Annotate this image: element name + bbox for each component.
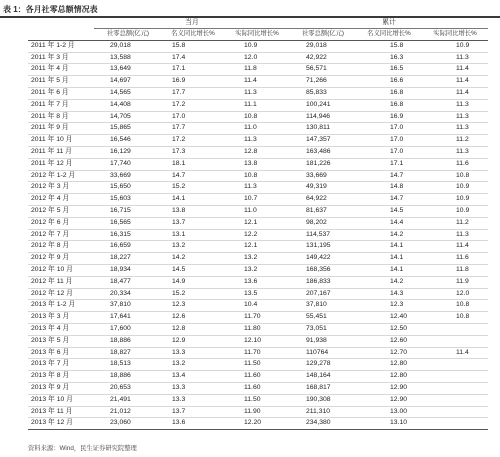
column-header-real: 实际同比增长%: [224, 29, 290, 41]
row-nominal-cell: 13.3: [172, 348, 186, 356]
row-real-cumulative-cell: [422, 359, 488, 371]
row-total-cumulative-cell: 131,195: [306, 242, 331, 250]
row-date-cell: 2011 年 9 月: [31, 124, 69, 132]
group-header-cumulative: 累计: [290, 18, 488, 29]
row-real-cell: 13.5: [244, 289, 258, 297]
table-title: 表 1：各月社零总额情况表: [3, 5, 98, 14]
row-real-cumulative-cell: [422, 406, 488, 418]
row-nominal-cell: 13.6: [172, 419, 186, 427]
row-real-cell: 12.2: [244, 230, 258, 238]
row-total-cumulative-cell: 85,833: [306, 88, 327, 96]
row-nominal-cumulative-cell: 12.90: [390, 383, 408, 391]
row-real-cell: 11.4: [244, 77, 257, 85]
table-row: [28, 123, 488, 135]
table-row: [28, 312, 488, 324]
row-total-cumulative-cell: 100,241: [306, 100, 331, 108]
row-real-cumulative-cell: 11.3: [456, 100, 469, 108]
row-real-cumulative-cell: 11.4: [456, 88, 469, 96]
table-row: [28, 323, 488, 335]
row-total-cell: 13,649: [110, 65, 131, 73]
row-total-cell: 15,865: [110, 124, 131, 132]
row-nominal-cell: 13.8: [172, 206, 186, 214]
table-row: [28, 300, 488, 312]
row-total-cell: 18,934: [110, 265, 131, 273]
row-total-cell: 17,641: [110, 313, 131, 321]
row-total-cell: 18,886: [110, 336, 131, 344]
row-nominal-cell: 17.0: [172, 112, 186, 120]
row-nominal-cumulative-cell: 17.0: [390, 136, 404, 144]
row-nominal-cell: 15.2: [172, 289, 186, 297]
row-nominal-cell: 13.3: [172, 395, 186, 403]
table-row: [28, 135, 488, 147]
row-nominal-cell: 17.4: [172, 53, 186, 61]
row-nominal-cumulative-cell: 17.0: [390, 147, 404, 155]
row-total-cumulative-cell: 129,278: [306, 360, 331, 368]
row-date-cell: 2011 年 12 月: [31, 159, 73, 167]
row-real-cell: 11.8: [244, 65, 257, 73]
row-nominal-cumulative-cell: 17.0: [390, 124, 404, 132]
row-nominal-cumulative-cell: 12.70: [390, 348, 408, 356]
table-row: [28, 253, 488, 265]
row-total-cumulative-cell: 91,938: [306, 336, 327, 344]
row-nominal-cell: 16.9: [172, 77, 186, 85]
table-row: [28, 276, 488, 288]
row-nominal-cell: 13.3: [172, 383, 186, 391]
row-date-cell: 2012 年 5 月: [31, 206, 70, 214]
row-nominal-cumulative-cell: 14.1: [390, 242, 404, 250]
row-total-cumulative-cell: 190,308: [306, 395, 331, 403]
row-real-cumulative-cell: [422, 382, 488, 394]
row-nominal-cell: 14.9: [172, 277, 186, 285]
row-total-cumulative-cell: 149,422: [306, 254, 331, 262]
row-total-cumulative-cell: 181,226: [306, 159, 331, 167]
row-nominal-cell: 15.2: [172, 183, 186, 191]
row-total-cumulative-cell: 168,356: [306, 265, 331, 273]
row-total-cell: 18,227: [110, 254, 131, 262]
row-real-cumulative-cell: 11.3: [456, 230, 469, 238]
row-nominal-cell: 13.4: [172, 372, 186, 380]
row-date-cell: 2012 年 1-2 月: [31, 171, 76, 179]
column-header-nominal: 名义同比增长%: [162, 29, 224, 41]
row-real-cumulative-cell: 10.8: [456, 301, 470, 309]
row-nominal-cell: 18.1: [172, 159, 186, 167]
row-date-cell: 2012 年 4 月: [31, 195, 70, 203]
row-total-cell: 17,600: [110, 324, 131, 332]
table-row: [28, 241, 488, 253]
row-real-cell: 11.50: [244, 360, 261, 368]
row-total-cumulative-cell: 98,202: [306, 218, 327, 226]
row-total-cumulative-cell: 49,319: [306, 183, 327, 191]
row-date-cell: 2013 年 10 月: [31, 395, 73, 403]
row-total-cumulative-cell: 211,310: [306, 407, 331, 415]
row-real-cumulative-cell: 11.3: [456, 147, 469, 155]
row-nominal-cumulative-cell: 16.8: [390, 88, 404, 96]
row-nominal-cumulative-cell: 14.4: [390, 218, 404, 226]
row-nominal-cell: 17.2: [172, 100, 186, 108]
table-row: [28, 40, 488, 52]
row-date-cell: 2013 年 7 月: [31, 360, 70, 368]
row-real-cell: 11.70: [244, 313, 261, 321]
row-real-cell: 10.8: [244, 112, 258, 120]
table-row: [28, 359, 488, 371]
row-real-cell: 13.2: [244, 254, 258, 262]
row-total-cumulative-cell: 147,357: [306, 136, 331, 144]
row-date-cell: 2013 年 8 月: [31, 372, 70, 380]
table-row: [28, 146, 488, 158]
row-real-cumulative-cell: [422, 418, 488, 430]
row-total-cumulative-cell: 130,811: [306, 124, 331, 132]
row-real-cumulative-cell: 10.9: [456, 206, 470, 214]
row-nominal-cumulative-cell: 16.8: [390, 100, 404, 108]
table-row: [28, 194, 488, 206]
row-nominal-cell: 15.8: [172, 41, 186, 49]
row-nominal-cumulative-cell: 16.9: [390, 112, 404, 120]
row-nominal-cumulative-cell: 14.1: [390, 265, 404, 273]
row-real-cell: 12.1: [244, 242, 258, 250]
column-header-date: [28, 29, 94, 41]
row-real-cell: 12.8: [244, 147, 258, 155]
row-real-cumulative-cell: 10.9: [456, 183, 470, 191]
row-total-cumulative-cell: 114,946: [306, 112, 331, 120]
row-nominal-cell: 17.7: [172, 88, 186, 96]
table-row: [28, 335, 488, 347]
row-real-cell: 10.7: [244, 195, 258, 203]
row-total-cell: 16,659: [110, 242, 131, 250]
row-real-cell: 12.20: [244, 419, 262, 427]
table-row: [28, 111, 488, 123]
table-row: [28, 288, 488, 300]
row-total-cell: 16,315: [110, 230, 131, 238]
column-header-real-cumulative: 实际同比增长%: [422, 29, 488, 41]
row-real-cumulative-cell: 11.3: [456, 112, 469, 120]
row-date-cell: 2011 年 4 月: [31, 65, 69, 73]
row-nominal-cell: 17.2: [172, 136, 186, 144]
row-real-cumulative-cell: 10.8: [456, 171, 470, 179]
row-nominal-cumulative-cell: 14.7: [390, 195, 404, 203]
row-total-cell: 18,886: [110, 372, 131, 380]
row-date-cell: 2011 年 8 月: [31, 112, 69, 120]
column-header-row: [28, 29, 488, 41]
row-real-cell: 11.3: [244, 136, 257, 144]
row-real-cumulative-cell: 10.9: [456, 195, 470, 203]
row-date-cell: 2013 年 3 月: [31, 313, 70, 321]
row-nominal-cumulative-cell: 14.7: [390, 171, 404, 179]
row-nominal-cell: 14.7: [172, 171, 186, 179]
row-date-cell: 2011 年 10 月: [31, 136, 73, 144]
row-total-cell: 33,669: [110, 171, 131, 179]
row-real-cell: 10.8: [244, 171, 258, 179]
row-date-cell: 2012 年 3 月: [31, 183, 70, 191]
row-nominal-cumulative-cell: 17.1: [390, 159, 404, 167]
row-nominal-cell: 13.2: [172, 360, 186, 368]
row-total-cell: 14,705: [110, 112, 131, 120]
column-header-nominal-cumulative: 名义同比增长%: [356, 29, 422, 41]
row-nominal-cumulative-cell: 13.10: [390, 419, 408, 427]
row-real-cumulative-cell: [422, 394, 488, 406]
row-total-cumulative-cell: 42,922: [306, 53, 327, 61]
row-real-cell: 12.0: [244, 53, 258, 61]
row-real-cell: 11.90: [244, 407, 261, 415]
row-total-cell: 21,491: [110, 395, 131, 403]
table-row: [28, 347, 488, 359]
row-real-cumulative-cell: 10.8: [456, 313, 470, 321]
row-total-cell: 23,060: [110, 419, 131, 427]
row-total-cell: 15,650: [110, 183, 131, 191]
row-total-cell: 18,477: [110, 277, 131, 285]
row-nominal-cell: 12.6: [172, 313, 186, 321]
row-total-cell: 14,697: [110, 77, 131, 85]
row-real-cumulative-cell: [422, 335, 488, 347]
row-real-cell: 11.0: [244, 206, 257, 214]
row-real-cell: 11.60: [244, 372, 261, 380]
table-row: [28, 406, 488, 418]
row-nominal-cumulative-cell: 12.40: [390, 313, 408, 321]
row-real-cumulative-cell: 11.3: [456, 53, 469, 61]
row-date-cell: 2011 年 5 月: [31, 77, 69, 85]
row-total-cumulative-cell: 234,380: [306, 419, 331, 427]
row-total-cumulative-cell: 114,537: [306, 230, 331, 238]
row-date-cell: 2013 年 9 月: [31, 383, 70, 391]
table-row: [28, 87, 488, 99]
row-nominal-cell: 13.7: [172, 218, 186, 226]
row-nominal-cell: 12.9: [172, 336, 186, 344]
row-date-cell: 2011 年 11 月: [31, 147, 72, 155]
row-total-cumulative-cell: 186,833: [306, 277, 331, 285]
row-total-cell: 21,012: [110, 407, 131, 415]
table-body: [28, 40, 488, 429]
row-date-cell: 2013 年 1-2 月: [31, 301, 76, 309]
row-date-cell: 2012 年 9 月: [31, 254, 70, 262]
row-total-cumulative-cell: 55,451: [306, 313, 327, 321]
row-real-cell: 13.2: [244, 265, 258, 273]
row-nominal-cumulative-cell: 16.5: [390, 65, 404, 73]
row-nominal-cumulative-cell: 14.2: [390, 230, 404, 238]
table-row: [28, 52, 488, 64]
row-total-cell: 16,565: [110, 218, 131, 226]
row-nominal-cell: 17.7: [172, 124, 186, 132]
row-nominal-cumulative-cell: 14.2: [390, 277, 404, 285]
row-total-cell: 20,334: [110, 289, 131, 297]
row-total-cumulative-cell: 56,571: [306, 65, 327, 73]
row-nominal-cumulative-cell: 12.3: [390, 301, 404, 309]
table-row: [28, 229, 488, 241]
table-row: [28, 394, 488, 406]
row-real-cell: 11.1: [244, 100, 257, 108]
row-real-cell: 13.8: [244, 159, 258, 167]
row-real-cumulative-cell: 11.3: [456, 124, 469, 132]
row-nominal-cell: 17.1: [172, 65, 186, 73]
row-total-cumulative-cell: 33,669: [306, 171, 327, 179]
row-nominal-cumulative-cell: 16.6: [390, 77, 404, 85]
row-real-cell: 11.3: [244, 88, 257, 96]
row-nominal-cumulative-cell: 12.90: [390, 395, 408, 403]
row-real-cell: 10.4: [244, 301, 258, 309]
row-total-cell: 16,715: [110, 206, 131, 214]
row-nominal-cumulative-cell: 13.00: [390, 407, 408, 415]
row-nominal-cell: 13.1: [172, 230, 186, 238]
row-total-cell: 37,810: [110, 301, 131, 309]
row-total-cell: 18,513: [110, 360, 131, 368]
row-nominal-cell: 14.2: [172, 254, 186, 262]
row-total-cumulative-cell: 81,637: [306, 206, 327, 214]
row-date-cell: 2013 年 6 月: [31, 348, 70, 356]
row-total-cumulative-cell: 168,817: [306, 383, 331, 391]
row-nominal-cell: 14.5: [172, 265, 186, 273]
row-total-cell: 15,603: [110, 195, 131, 203]
column-header-total: 社零总额(亿元): [94, 29, 162, 41]
table-row: [28, 158, 488, 170]
row-nominal-cumulative-cell: 16.3: [390, 53, 404, 61]
row-nominal-cumulative-cell: 12.80: [390, 372, 408, 380]
row-date-cell: 2013 年 4 月: [31, 324, 70, 332]
table-row: [28, 76, 488, 88]
row-real-cumulative-cell: 11.4: [456, 348, 469, 356]
row-date-cell: 2011 年 7 月: [31, 100, 69, 108]
table-row: [28, 418, 488, 430]
table-row: [28, 170, 488, 182]
row-total-cell: 18,827: [110, 348, 131, 356]
row-nominal-cumulative-cell: 12.80: [390, 360, 408, 368]
table-row: [28, 64, 488, 76]
row-nominal-cumulative-cell: 14.5: [390, 206, 404, 214]
row-nominal-cumulative-cell: 14.8: [390, 183, 404, 191]
row-real-cumulative-cell: 11.4: [456, 77, 469, 85]
group-header-spacer: [28, 18, 94, 29]
group-header-current: 当月: [94, 18, 290, 29]
row-real-cumulative-cell: 12.0: [456, 289, 470, 297]
row-real-cell: 11.3: [244, 183, 257, 191]
row-total-cumulative-cell: 207,167: [306, 289, 331, 297]
row-nominal-cumulative-cell: 12.50: [390, 324, 408, 332]
table-row: [28, 264, 488, 276]
row-nominal-cumulative-cell: 15.8: [390, 41, 404, 49]
row-date-cell: 2012 年 11 月: [31, 277, 73, 285]
row-total-cumulative-cell: 71,266: [306, 77, 327, 85]
row-date-cell: 2012 年 10 月: [31, 265, 73, 273]
row-total-cell: 20,653: [110, 383, 131, 391]
row-date-cell: 2011 年 1-2 月: [31, 41, 75, 49]
row-nominal-cell: 13.2: [172, 242, 186, 250]
row-real-cell: 11.0: [244, 124, 257, 132]
table-row: [28, 205, 488, 217]
row-real-cell: 11.50: [244, 395, 261, 403]
group-header-row: [28, 18, 488, 29]
row-nominal-cumulative-cell: 14.1: [390, 254, 404, 262]
row-real-cumulative-cell: 11.2: [456, 136, 469, 144]
row-total-cumulative-cell: 148,164: [306, 372, 331, 380]
table-row: [28, 382, 488, 394]
row-real-cumulative-cell: 11.4: [456, 242, 469, 250]
row-date-cell: 2012 年 8 月: [31, 242, 70, 250]
table-row: [28, 217, 488, 229]
table-row: [28, 99, 488, 111]
row-real-cumulative-cell: 11.8: [456, 265, 469, 273]
row-date-cell: 2013 年 11 月: [31, 407, 73, 415]
row-date-cell: 2012 年 12 月: [31, 289, 73, 297]
row-nominal-cell: 12.8: [172, 324, 186, 332]
row-total-cell: 16,546: [110, 136, 131, 144]
row-total-cumulative-cell: 163,486: [306, 147, 331, 155]
row-real-cell: 10.9: [244, 41, 258, 49]
row-real-cumulative-cell: 11.4: [456, 65, 469, 73]
row-real-cumulative-cell: 10.9: [456, 41, 470, 49]
row-date-cell: 2013 年 5 月: [31, 336, 70, 344]
row-total-cell: 29,018: [110, 41, 131, 49]
row-real-cell: 11.60: [244, 383, 261, 391]
row-real-cumulative-cell: 11.6: [456, 159, 469, 167]
row-date-cell: 2012 年 6 月: [31, 218, 70, 226]
row-total-cell: 14,565: [110, 88, 131, 96]
row-total-cell: 13,588: [110, 53, 131, 61]
row-total-cumulative-cell: 29,018: [306, 41, 327, 49]
row-total-cumulative-cell: 64,922: [306, 195, 327, 203]
row-real-cell: 11.80: [244, 324, 261, 332]
row-real-cumulative-cell: 11.2: [456, 218, 469, 226]
row-total-cell: 17,740: [110, 159, 131, 167]
row-total-cell: 16,129: [110, 147, 131, 155]
row-total-cumulative-cell: 37,810: [306, 301, 327, 309]
row-total-cell: 14,408: [110, 100, 131, 108]
row-real-cell: 12.1: [244, 218, 258, 226]
row-nominal-cumulative-cell: 12.60: [390, 336, 408, 344]
row-real-cumulative-cell: 11.6: [456, 254, 469, 262]
row-nominal-cell: 12.3: [172, 301, 186, 309]
row-date-cell: 2012 年 7 月: [31, 230, 70, 238]
row-real-cell: 13.6: [244, 277, 258, 285]
row-real-cumulative-cell: [422, 323, 488, 335]
row-nominal-cell: 17.3: [172, 147, 186, 155]
row-date-cell: 2013 年 12 月: [31, 419, 73, 427]
row-real-cell: 11.70: [244, 348, 261, 356]
row-real-cell: 12.10: [244, 336, 262, 344]
row-total-cumulative-cell: 73,051: [306, 324, 327, 332]
retail-sales-table: [28, 18, 488, 430]
row-date-cell: 2011 年 3 月: [31, 53, 69, 61]
row-real-cumulative-cell: [422, 371, 488, 383]
column-header-total-cumulative: 社零总额(亿元): [290, 29, 356, 41]
row-nominal-cell: 14.1: [172, 195, 186, 203]
row-real-cumulative-cell: 11.9: [456, 277, 469, 285]
row-date-cell: 2011 年 6 月: [31, 88, 69, 96]
table-row: [28, 182, 488, 194]
row-nominal-cumulative-cell: 14.3: [390, 289, 404, 297]
source-note: 资料来源：Wind，民生证券研究院整理: [28, 445, 137, 452]
row-total-cumulative-cell: 110764: [306, 348, 329, 356]
table-row: [28, 371, 488, 383]
row-nominal-cell: 13.7: [172, 407, 186, 415]
